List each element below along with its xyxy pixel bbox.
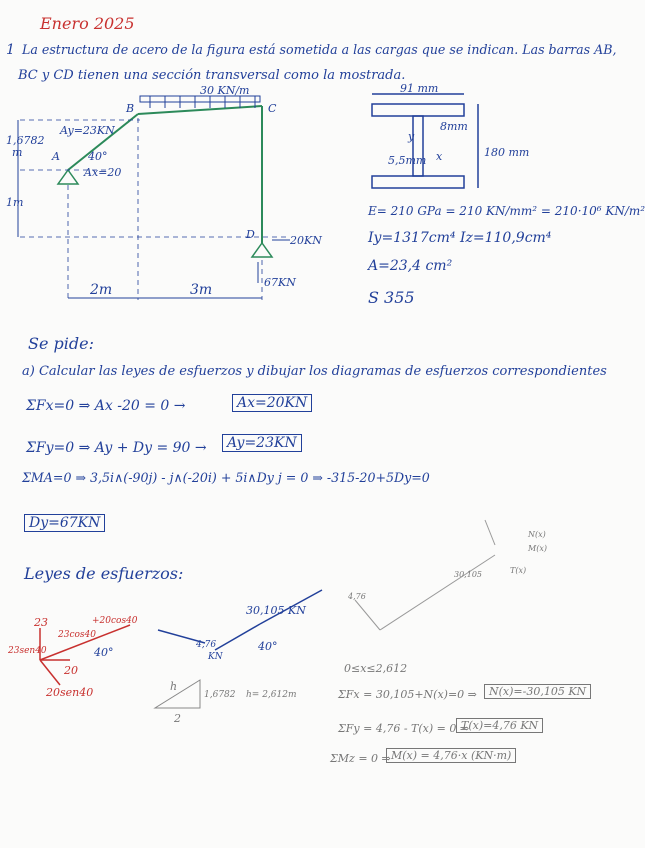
reaction-d-label: 67KN [264,276,296,289]
sum-fx-law-result: N(x)=-30,105 KN [484,684,591,699]
pin-support-a [58,170,78,184]
i-section-outline [372,94,478,188]
grey-mx: M(x) [528,544,547,553]
section-web-label: 5,5mm [388,154,427,167]
dimension-lines [18,120,290,298]
section-area: A=23,4 cm² [368,258,453,274]
dim-2m-label: 2m [90,282,113,298]
triangle-2: 2 [174,712,181,725]
blue-bar-sketch [158,590,322,650]
eq-sum-fy-result: Ay=23KN [222,434,302,452]
bar-bc [138,106,262,114]
section-e: E= 210 GPa = 210 KN/mm² = 210·10⁶ KN/m² [368,204,645,218]
red-20sen: 20sen40 [46,686,94,699]
eq-sum-ma: ΣMA=0 ⇒ 3,5i∧(-90j) - j∧(-20i) + 5i∧Dy j = 0 ⇒ -315-20+5Dy=0 [22,470,430,485]
section-inertia: Iy=1317cm⁴ Iz=110,9cm⁴ [368,230,552,246]
grey-nx: N(x) [528,530,546,539]
sum-fy-law: ΣFy = 4,76 - T(x) = 0 ⇒ [338,722,470,735]
eq-sum-fx-result: Ax=20KN [232,394,312,412]
section-axis-x: x [436,150,443,163]
point-d-label: D [246,228,255,241]
angle-label: 40° [88,150,108,163]
point-a-label: A [52,150,60,163]
distributed-load-arrows [140,96,260,108]
distributed-load-label: 30 KN/m [200,84,250,97]
pin-support-d [252,243,272,257]
triangle-h: h [170,680,178,693]
red-23: 23 [34,616,48,629]
section-height-label: 180 mm [484,146,530,159]
sum-mz-law: ΣMz = 0 ⇒ [330,752,391,765]
dim-mid-label: 1m [6,196,24,209]
blue-force-476: 4,76 [196,640,217,650]
sum-mz-law-result: M(x) = 4,76·x (KN·m) [386,748,516,763]
grey-tx: T(x) [510,566,527,575]
triangle-1678: 1,6782 [204,690,236,700]
h-equation: h= 2,612m [246,690,297,700]
eq-sum-fx: ΣFx=0 ⇒ Ax -20 = 0 → [26,398,186,414]
dim-3m-label: 3m [190,282,213,298]
laws-title: Leyes de esfuerzos: [24,564,184,583]
blue-unit: KN [208,652,223,662]
section-steel: S 355 [368,288,415,307]
ax-label: Ax=20 [84,166,122,179]
eq-sum-fy: ΣFy=0 ⇒ Ay + Dy = 90 → [26,440,207,456]
asked-title: Se pide: [28,334,94,353]
sum-fy-law-result: T(x)=4,76 KN [456,718,543,733]
red-20cos: +20cos40 [92,616,138,626]
eq-sum-ma-result: Dy=67KN [24,514,105,532]
problem-statement-line1: La estructura de acero de la figura está sometida a las cargas que se indican. Las barras AB, [22,42,617,57]
blue-angle: 40° [258,640,278,653]
red-23sen: 23sen40 [8,646,47,656]
load-d-label: 20KN [290,234,322,247]
point-b-label: B [126,102,135,115]
red-20: 20 [64,664,78,677]
red-23cos: 23cos40 [58,630,96,640]
slope-triangle [155,680,200,708]
red-angle: 40° [94,646,114,659]
section-flange-label: 8mm [440,120,468,133]
dim-top-label: 1,6782 [6,134,45,147]
asked-item-a: a) Calcular las leyes de esfuerzos y dibujar los diagramas de esfuerzos correspondientes [22,364,607,379]
sum-fx-law: ΣFx = 30,105+N(x)=0 ⇒ [338,688,477,701]
point-c-label: C [268,102,277,115]
problem-number: 1 [6,42,15,58]
date-header: Enero 2025 [40,14,135,33]
section-width-label: 91 mm [400,82,439,95]
grey-30105: 30,105 [454,570,482,579]
grey-476: 4,76 [348,592,366,601]
dashed-guidelines [20,118,290,300]
ay-label: Ay=23KN [60,124,115,137]
range-label: 0≤x≤2,612 [344,662,408,675]
dim-top-unit: m [12,146,23,159]
blue-force-30105: 30,105 KN [246,604,306,617]
section-axis-y: y [408,130,415,143]
problem-statement-line2: BC y CD tienen una sección transversal como la mostrada. [18,68,406,83]
